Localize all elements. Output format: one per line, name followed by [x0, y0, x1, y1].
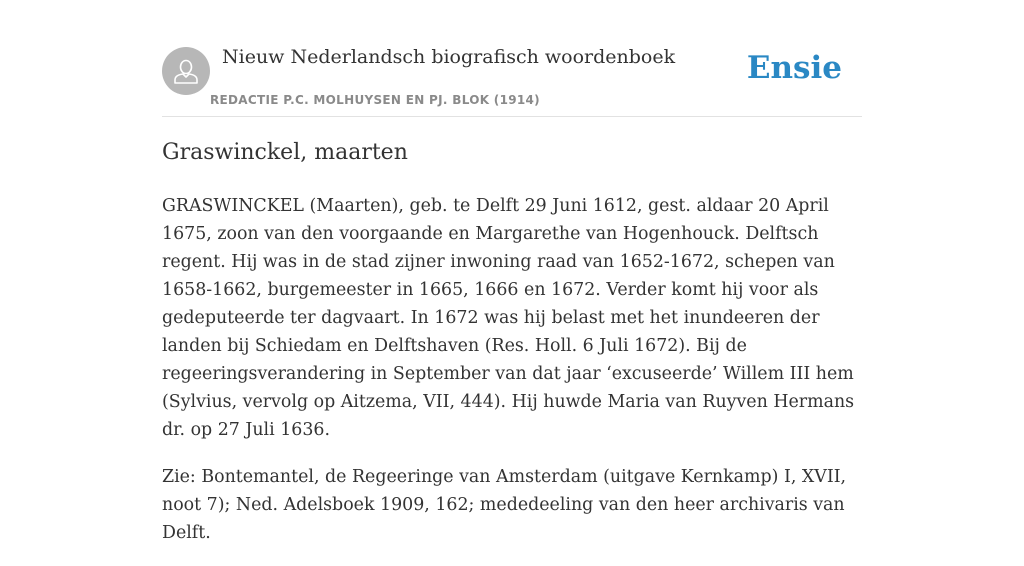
header: [162, 40, 862, 117]
entry-body: [162, 192, 864, 566]
book-title[interactable]: Nieuw Nederlandsch biografisch woordenboek: [222, 46, 676, 68]
entry-title: Graswinckel, maarten: [162, 140, 408, 165]
entry-paragraph: GRASWINCKEL (Maarten), geb. te Delft 29 Juni 1612, gest. aldaar 20 April 1675, zoon van den voorgaande en Margarethe van Hogenhouck. Delftsch regent. Hij was in de stad zijner inwoning raad van 1652-1672, schepen van 1658-1662, burgemeester in 1665, 1666 en 1672. Verder komt hij voor als gedeputeerde ter dagvaart. In 1672 was hij belast met het inundeeren der landen bij Schiedam en Delftshaven (Res. Holl. 6 Juli 1672). Bij de regeeringsverandering in September van dat jaar ‘excuseerde’ Willem III hem (Sylvius, vervolg op Aitzema, VII, 444). Hij huwde Maria van Ruyven Hermans dr. op 27 Juli 1636.: [162, 196, 855, 440]
editors-subtitle: REDACTIE P.C. MOLHUYSEN EN PJ. BLOK (1914): [210, 93, 540, 107]
user-avatar-icon: [162, 47, 210, 95]
entry-references: Zie: Bontemantel, de Regeeringe van Amsterdam (uitgave Kernkamp) I, XVII, noot 7); Ned. Adelsboek 1909, 162; mededeeling van den heer archivaris van Delft.: [162, 467, 847, 543]
brand-logo[interactable]: Ensie: [746, 50, 842, 86]
